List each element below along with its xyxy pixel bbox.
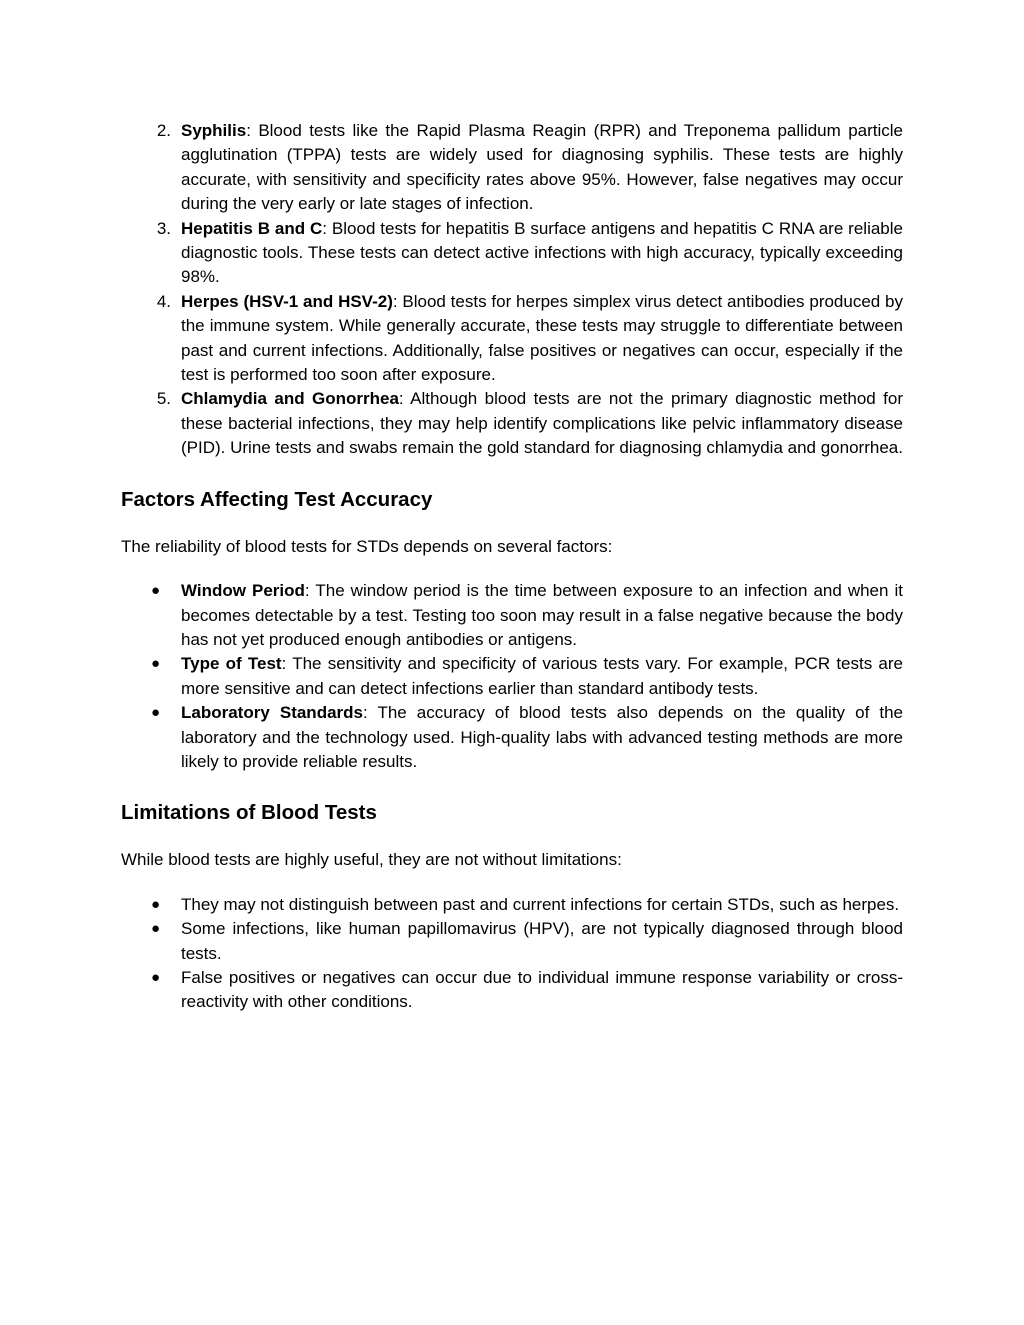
list-item-laboratory-standards — [121, 701, 903, 774]
bullet-icon: ● — [151, 704, 161, 722]
numbered-list — [121, 119, 903, 461]
bullet-icon: ● — [151, 582, 161, 600]
bullet-icon: ● — [151, 920, 161, 938]
list-item-type-of-test — [121, 652, 903, 701]
bullet-list-limitations — [121, 893, 903, 1015]
bullet-list-factors — [121, 579, 903, 774]
list-number: 4. — [156, 291, 171, 311]
document-page — [121, 119, 903, 1015]
list-text: : Blood tests like the Rapid Plasma Reagin (RPR) and Treponema pallidum particle agglutination (TPPA) tests are widely used for diagnosing syphilis. These tests are highly accurate, with sensitivity and specificity rates above 95%. However, false negatives may occur during the very early or late stages of infection. — [181, 121, 903, 214]
list-text: False positives or negatives can occur due to individual immune response variability or cross-reactivity with other conditions. — [181, 967, 903, 1012]
list-item-hepatitis — [121, 217, 903, 290]
section-heading-limitations: Limitations of Blood Tests — [121, 801, 377, 825]
list-term: Herpes (HSV-1 and HSV-2) — [181, 291, 393, 311]
list-term: Syphilis — [181, 121, 247, 140]
list-text: : The accuracy of blood tests also depends on the quality of the laboratory and the technology used. High-quality labs with advanced testing methods are more likely to provide reliable results. — [181, 703, 903, 771]
section-intro-factors: The reliability of blood tests for STDs depends on several factors: — [121, 536, 613, 556]
list-text: : The sensitivity and specificity of various tests vary. For example, PCR tests are more sensitive and can detect infections earlier than standard antibody tests. — [181, 654, 903, 698]
list-text: : Although blood tests are not the primary diagnostic method for these bacterial infections, they may help identify complications like pelvic inflammatory disease (PID). Urine tests and swabs remain the gold standard for diagnosing chlamydia and gonorrhea. — [181, 389, 903, 458]
list-number: 2. — [156, 121, 171, 140]
list-term: Window Period — [181, 581, 305, 601]
list-text: : Blood tests for hepatitis B surface antigens and hepatitis C RNA are reliable diagnostic tools. These tests can detect active infections with high accuracy, typically exceeding 98%. — [181, 218, 903, 287]
list-term: Hepatitis B and C — [181, 218, 323, 238]
bullet-icon: ● — [151, 655, 161, 673]
list-item — [121, 966, 903, 1015]
list-item-herpes — [121, 290, 903, 388]
list-text: : Blood tests for herpes simplex virus detect antibodies produced by the immune system. While generally accurate, these tests may struggle to differentiate between past and current infections. Additionally, false positives or negatives can occur, especially if the test is performed too soon after exposure. — [181, 291, 904, 385]
list-number: 3. — [156, 218, 171, 238]
list-text: : The window period is the time between exposure to an infection and when it becomes detectable by a test. Testing too soon may result in a false negative because the body has not yet produced enough antibodies or antigens. — [181, 581, 903, 649]
list-item — [121, 917, 903, 966]
list-item-window-period — [121, 579, 903, 652]
list-item-chlamydia — [121, 387, 903, 460]
list-item-syphilis — [121, 119, 903, 217]
list-text: Some infections, like human papillomavirus (HPV), are not typically diagnosed through blood tests. — [181, 919, 903, 963]
bullet-icon: ● — [151, 895, 161, 913]
list-term: Type of Test — [181, 654, 282, 674]
section-heading-factors: Factors Affecting Test Accuracy — [121, 487, 433, 511]
bullet-icon: ● — [151, 968, 161, 986]
list-term: Chlamydia and Gonorrhea — [181, 389, 399, 409]
list-item — [121, 893, 903, 917]
list-number: 5. — [156, 389, 171, 409]
list-text: They may not distinguish between past and current infections for certain STDs, such as herpes. — [181, 894, 900, 914]
list-term: Laboratory Standards — [181, 703, 363, 723]
section-intro-limitations: While blood tests are highly useful, they are not without limitations: — [121, 850, 622, 870]
